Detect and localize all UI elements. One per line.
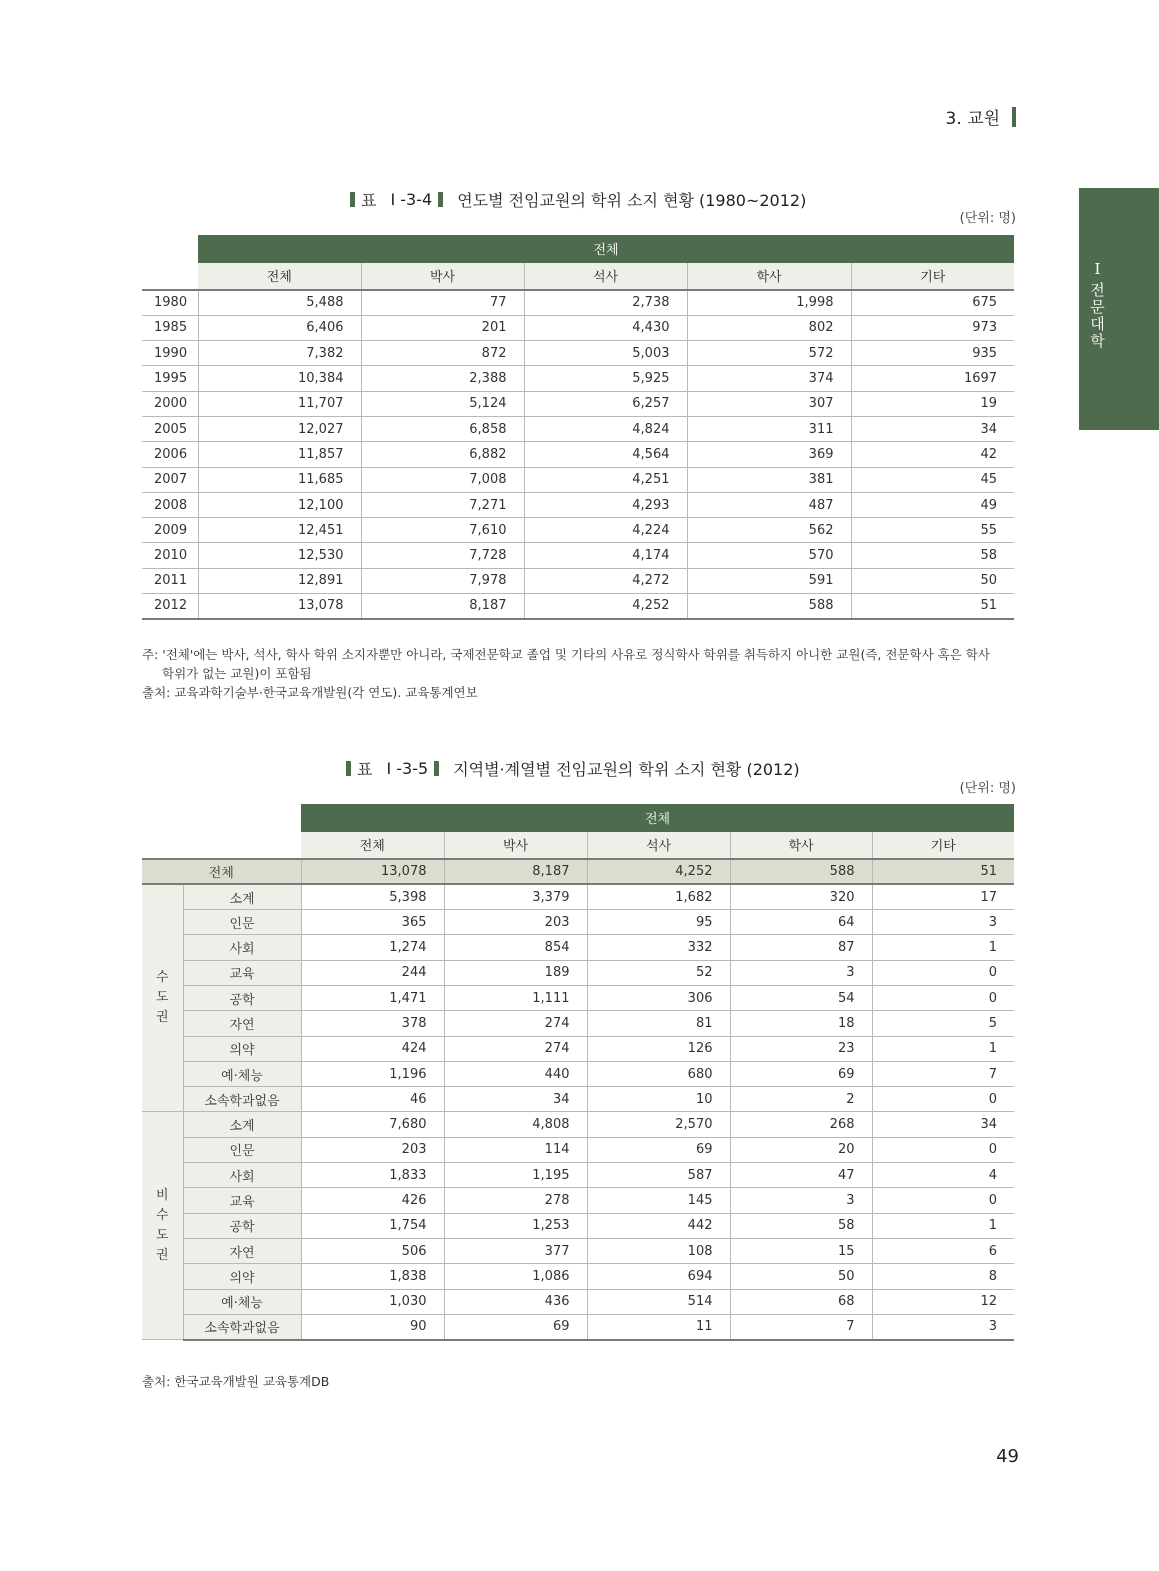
year-cell: 2012	[142, 594, 198, 619]
table-row	[142, 1289, 1014, 1314]
table-row	[142, 467, 1014, 492]
table-cell: 34	[444, 1087, 587, 1112]
table-cell: 8,187	[444, 859, 587, 884]
year-cell: 1980	[142, 290, 198, 315]
chapter-title-char: 학	[1090, 332, 1105, 350]
field-cell: 교육	[183, 960, 301, 985]
table-cell: 591	[687, 568, 851, 593]
table-cell: 377	[444, 1238, 587, 1263]
column-header: 기타	[872, 831, 1014, 859]
field-cell: 소계	[183, 1112, 301, 1137]
table-cell: 1,754	[301, 1213, 444, 1238]
table-cell: 42	[851, 442, 1014, 467]
table-cell: 675	[851, 290, 1014, 315]
table-cell: 7,008	[361, 467, 524, 492]
table-cell: 426	[301, 1188, 444, 1213]
table-row	[142, 1163, 1014, 1188]
table-cell: 4,824	[524, 416, 687, 441]
table-cell: 588	[687, 594, 851, 619]
table-cell: 5,124	[361, 391, 524, 416]
table-cell: 12	[872, 1289, 1014, 1314]
field-cell: 의약	[183, 1264, 301, 1289]
table-cell: 278	[444, 1188, 587, 1213]
table1-body	[142, 290, 1014, 619]
table-row	[142, 366, 1014, 391]
table-cell: 69	[587, 1137, 730, 1162]
table-cell: 7	[872, 1061, 1014, 1086]
table-cell: 514	[587, 1289, 730, 1314]
table-cell: 11,707	[198, 391, 361, 416]
table-cell: 365	[301, 910, 444, 935]
table-row	[142, 442, 1014, 467]
table-cell: 15	[730, 1238, 872, 1263]
region-label-char: 도	[155, 990, 169, 1006]
table1-unit: (단위: 명)	[959, 211, 1016, 226]
table-cell: 7,271	[361, 492, 524, 517]
region-label-char: 권	[155, 1010, 169, 1026]
table-cell: 12,530	[198, 543, 361, 568]
table-cell: 19	[851, 391, 1014, 416]
table-cell: 3	[730, 960, 872, 985]
field-cell: 인문	[183, 910, 301, 935]
table-row	[142, 594, 1014, 619]
year-cell: 2011	[142, 568, 198, 593]
caption-mark-icon	[434, 761, 439, 776]
table-cell: 440	[444, 1061, 587, 1086]
table-cell: 0	[872, 1188, 1014, 1213]
table-cell: 0	[872, 985, 1014, 1010]
page-number: 49	[996, 1446, 1019, 1467]
year-cell: 2006	[142, 442, 198, 467]
table1-caption	[344, 188, 806, 211]
field-cell: 예·체능	[183, 1289, 301, 1314]
field-cell: 자연	[183, 1238, 301, 1263]
table-row	[142, 1011, 1014, 1036]
table-cell: 11,857	[198, 442, 361, 467]
table-cell: 436	[444, 1289, 587, 1314]
table-cell: 0	[872, 1087, 1014, 1112]
year-cell: 2005	[142, 416, 198, 441]
table-cell: 4,224	[524, 518, 687, 543]
table-cell: 1	[872, 1213, 1014, 1238]
table-cell: 487	[687, 492, 851, 517]
table-cell: 17	[872, 884, 1014, 909]
table-cell: 2,738	[524, 290, 687, 315]
table-cell: 7,978	[361, 568, 524, 593]
table-cell: 20	[730, 1137, 872, 1162]
field-cell: 소계	[183, 884, 301, 909]
table-cell: 10	[587, 1087, 730, 1112]
table-cell: 0	[872, 960, 1014, 985]
table-cell: 1,838	[301, 1264, 444, 1289]
table2-unit: (단위: 명)	[959, 781, 1016, 796]
column-header: 박사	[444, 831, 587, 859]
table-cell: 64	[730, 910, 872, 935]
table-row	[142, 1188, 1014, 1213]
table-row	[142, 1213, 1014, 1238]
table-cell: 4,252	[587, 859, 730, 884]
table-cell: 5,488	[198, 290, 361, 315]
table-cell: 58	[730, 1213, 872, 1238]
table-cell: 68	[730, 1289, 872, 1314]
table-cell: 50	[851, 568, 1014, 593]
table-cell: 4,808	[444, 1112, 587, 1137]
field-cell: 자연	[183, 1011, 301, 1036]
table-cell: 872	[361, 341, 524, 366]
column-header: 석사	[587, 831, 730, 859]
table-cell: 6,406	[198, 315, 361, 340]
table-cell: 7	[730, 1314, 872, 1339]
table-cell: 10,384	[198, 366, 361, 391]
table-cell: 935	[851, 341, 1014, 366]
table-cell: 4,252	[524, 594, 687, 619]
table-cell: 1,682	[587, 884, 730, 909]
region-label-char: 수	[155, 970, 169, 986]
table-cell: 2,570	[587, 1112, 730, 1137]
table-row	[142, 1036, 1014, 1061]
caption-mark-icon	[350, 192, 355, 207]
table-cell: 5,925	[524, 366, 687, 391]
table-row	[142, 985, 1014, 1010]
table2	[142, 804, 1014, 1341]
table-cell: 1	[872, 935, 1014, 960]
table-cell: 47	[730, 1163, 872, 1188]
table-cell: 13,078	[198, 594, 361, 619]
table-cell: 23	[730, 1036, 872, 1061]
region-label-char: 도	[155, 1227, 169, 1243]
column-header: 석사	[524, 262, 687, 290]
table2-total-row	[142, 859, 1014, 884]
table-cell: 12,100	[198, 492, 361, 517]
table-row	[142, 935, 1014, 960]
table-cell: 13,078	[301, 859, 444, 884]
table-cell: 4,251	[524, 467, 687, 492]
chapter-title-char: 문	[1090, 298, 1105, 316]
table-cell: 506	[301, 1238, 444, 1263]
table-cell: 1	[872, 1036, 1014, 1061]
table-row	[142, 1314, 1014, 1339]
region-label	[142, 1112, 183, 1340]
year-cell: 1985	[142, 315, 198, 340]
table-cell: 8,187	[361, 594, 524, 619]
table-cell: 46	[301, 1087, 444, 1112]
region-label	[142, 884, 183, 1112]
table-cell: 0	[872, 1137, 1014, 1162]
region-label-char: 비	[155, 1187, 169, 1203]
total-row-label: 전체	[142, 859, 301, 884]
table-cell: 55	[851, 518, 1014, 543]
section-title: 3. 교원	[945, 109, 1000, 129]
table-cell: 69	[444, 1314, 587, 1339]
chapter-side-tab	[1079, 188, 1159, 430]
table-cell: 201	[361, 315, 524, 340]
table-cell: 311	[687, 416, 851, 441]
table-cell: 11	[587, 1314, 730, 1339]
year-cell: 2008	[142, 492, 198, 517]
year-cell: 1990	[142, 341, 198, 366]
table-cell: 52	[587, 960, 730, 985]
table-cell: 1,195	[444, 1163, 587, 1188]
table-cell: 95	[587, 910, 730, 935]
field-cell: 소속학과없음	[183, 1087, 301, 1112]
table-cell: 108	[587, 1238, 730, 1263]
table-cell: 694	[587, 1264, 730, 1289]
table1-column-header-row	[142, 262, 1014, 290]
table-cell: 4,293	[524, 492, 687, 517]
table-row	[142, 1087, 1014, 1112]
table-cell: 320	[730, 884, 872, 909]
column-header: 학사	[730, 831, 872, 859]
table-row	[142, 1061, 1014, 1086]
table2-corner	[142, 831, 301, 859]
table-row	[142, 910, 1014, 935]
table1-caption-prefix: 표	[361, 191, 377, 210]
field-cell: 사회	[183, 1163, 301, 1188]
table-cell: 424	[301, 1036, 444, 1061]
table-row	[142, 341, 1014, 366]
column-header: 기타	[851, 262, 1014, 290]
table-cell: 1,111	[444, 985, 587, 1010]
table-cell: 4,564	[524, 442, 687, 467]
table-cell: 45	[851, 467, 1014, 492]
table1	[142, 235, 1014, 620]
table-cell: 87	[730, 935, 872, 960]
table2-group-header-row	[142, 804, 1014, 831]
table-cell: 306	[587, 985, 730, 1010]
table-row	[142, 518, 1014, 543]
table-cell: 3	[730, 1188, 872, 1213]
table-row	[142, 543, 1014, 568]
table-cell: 381	[687, 467, 851, 492]
column-header: 학사	[687, 262, 851, 290]
table-cell: 2,388	[361, 366, 524, 391]
table-cell: 1,086	[444, 1264, 587, 1289]
year-cell: 2007	[142, 467, 198, 492]
table-cell: 369	[687, 442, 851, 467]
table-row	[142, 416, 1014, 441]
table1-group-header: 전체	[198, 235, 1014, 262]
table-cell: 562	[687, 518, 851, 543]
table-cell: 244	[301, 960, 444, 985]
table-row	[142, 1238, 1014, 1263]
table-row	[142, 884, 1014, 909]
table-row	[142, 1264, 1014, 1289]
table1-corner	[142, 262, 198, 290]
table-cell: 587	[587, 1163, 730, 1188]
table-cell: 588	[730, 859, 872, 884]
table-cell: 1,274	[301, 935, 444, 960]
table-cell: 90	[301, 1314, 444, 1339]
table-cell: 3,379	[444, 884, 587, 909]
table-cell: 11,685	[198, 467, 361, 492]
table2-corner	[142, 804, 301, 831]
year-cell: 2000	[142, 391, 198, 416]
table-row	[142, 960, 1014, 985]
table-row	[142, 391, 1014, 416]
table-cell: 268	[730, 1112, 872, 1137]
table-cell: 7,728	[361, 543, 524, 568]
column-header: 전체	[301, 831, 444, 859]
field-cell: 의약	[183, 1036, 301, 1061]
table2-caption-title: 지역별·계열별 전임교원의 학위 소지 현황 (2012)	[453, 760, 800, 779]
table-cell: 854	[444, 935, 587, 960]
table2-caption	[340, 757, 800, 780]
column-header: 박사	[361, 262, 524, 290]
table-cell: 126	[587, 1036, 730, 1061]
table-cell: 1,253	[444, 1213, 587, 1238]
field-cell: 소속학과없음	[183, 1314, 301, 1339]
table-cell: 69	[730, 1061, 872, 1086]
table-cell: 6,257	[524, 391, 687, 416]
table-cell: 6,858	[361, 416, 524, 441]
table2-group-header: 전체	[301, 804, 1014, 831]
table-cell: 1,196	[301, 1061, 444, 1086]
table-cell: 203	[301, 1137, 444, 1162]
table-row	[142, 315, 1014, 340]
table1-caption-number: I -3-4	[390, 190, 433, 209]
table-cell: 203	[444, 910, 587, 935]
field-cell: 예·체능	[183, 1061, 301, 1086]
table-cell: 332	[587, 935, 730, 960]
chapter-title-vertical	[1079, 282, 1116, 350]
table2-caption-prefix: 표	[357, 760, 373, 779]
table-cell: 1,030	[301, 1289, 444, 1314]
table-cell: 1,471	[301, 985, 444, 1010]
table-cell: 189	[444, 960, 587, 985]
table-cell: 1,998	[687, 290, 851, 315]
table-cell: 6,882	[361, 442, 524, 467]
table-row	[142, 1137, 1014, 1162]
table2-body	[142, 884, 1014, 1339]
table-cell: 34	[851, 416, 1014, 441]
table-cell: 50	[730, 1264, 872, 1289]
year-cell: 2010	[142, 543, 198, 568]
table1-note-continued: 학위가 없는 교원)이 포함됨	[162, 666, 312, 681]
table-cell: 4,430	[524, 315, 687, 340]
table-cell: 54	[730, 985, 872, 1010]
field-cell: 사회	[183, 935, 301, 960]
table-cell: 8	[872, 1264, 1014, 1289]
table-cell: 3	[872, 1314, 1014, 1339]
table2-source: 출처: 한국교육개발원 교육통계DB	[142, 1374, 330, 1389]
table1-source: 출처: 교육과학기술부·한국교육개발원(각 연도). 교육통계연보	[142, 685, 478, 700]
table-cell: 274	[444, 1011, 587, 1036]
table-cell: 12,891	[198, 568, 361, 593]
running-header	[946, 104, 1016, 129]
table-cell: 58	[851, 543, 1014, 568]
table2-caption-number: I -3-5	[386, 759, 429, 778]
table-cell: 274	[444, 1036, 587, 1061]
table-cell: 802	[687, 315, 851, 340]
table-cell: 77	[361, 290, 524, 315]
table-cell: 378	[301, 1011, 444, 1036]
table-cell: 572	[687, 341, 851, 366]
chapter-title-char: 대	[1090, 315, 1105, 333]
table-row	[142, 290, 1014, 315]
table-cell: 4,272	[524, 568, 687, 593]
table1-group-header-row	[142, 235, 1014, 262]
table-cell: 3	[872, 910, 1014, 935]
table-cell: 7,382	[198, 341, 361, 366]
field-cell: 교육	[183, 1188, 301, 1213]
field-cell: 공학	[183, 1213, 301, 1238]
table-cell: 1697	[851, 366, 1014, 391]
table-row	[142, 492, 1014, 517]
table-cell: 7,680	[301, 1112, 444, 1137]
table-cell: 4	[872, 1163, 1014, 1188]
header-bar-icon	[1012, 107, 1016, 127]
table-row	[142, 1112, 1014, 1137]
table-cell: 442	[587, 1213, 730, 1238]
caption-mark-icon	[346, 761, 351, 776]
table-cell: 4,174	[524, 543, 687, 568]
table2-column-header-row	[142, 831, 1014, 859]
table1-corner	[142, 235, 198, 262]
table-cell: 18	[730, 1011, 872, 1036]
chapter-title-char: 전	[1090, 281, 1105, 299]
table-cell: 1,833	[301, 1163, 444, 1188]
table-cell: 114	[444, 1137, 587, 1162]
table-cell: 307	[687, 391, 851, 416]
table1-note: 주: '전체'에는 박사, 석사, 학사 학위 소지자뿐만 아니라, 국제전문학교 졸업 및 기타의 사유로 정식학사 학위를 취득하지 아니한 교원(즉, 전문학사 혹은 학사	[142, 647, 990, 662]
table-cell: 570	[687, 543, 851, 568]
table-cell: 5,003	[524, 341, 687, 366]
table-cell: 5,398	[301, 884, 444, 909]
table-cell: 81	[587, 1011, 730, 1036]
table-cell: 12,027	[198, 416, 361, 441]
field-cell: 인문	[183, 1137, 301, 1162]
table-cell: 51	[872, 859, 1014, 884]
table-cell: 680	[587, 1061, 730, 1086]
table-cell: 12,451	[198, 518, 361, 543]
caption-mark-icon	[438, 192, 443, 207]
table-cell: 6	[872, 1238, 1014, 1263]
table-cell: 34	[872, 1112, 1014, 1137]
table-cell: 145	[587, 1188, 730, 1213]
table-cell: 973	[851, 315, 1014, 340]
table-cell: 2	[730, 1087, 872, 1112]
year-cell: 2009	[142, 518, 198, 543]
region-label-char: 권	[155, 1247, 169, 1263]
year-cell: 1995	[142, 366, 198, 391]
table-cell: 49	[851, 492, 1014, 517]
table-cell: 51	[851, 594, 1014, 619]
table-cell: 5	[872, 1011, 1014, 1036]
table-cell: 7,610	[361, 518, 524, 543]
region-label-char: 수	[155, 1207, 169, 1223]
chapter-roman-numeral: I	[1094, 260, 1101, 278]
table-row	[142, 568, 1014, 593]
table-cell: 374	[687, 366, 851, 391]
column-header: 전체	[198, 262, 361, 290]
table1-caption-title: 연도별 전임교원의 학위 소지 현황 (1980~2012)	[457, 191, 807, 210]
field-cell: 공학	[183, 985, 301, 1010]
